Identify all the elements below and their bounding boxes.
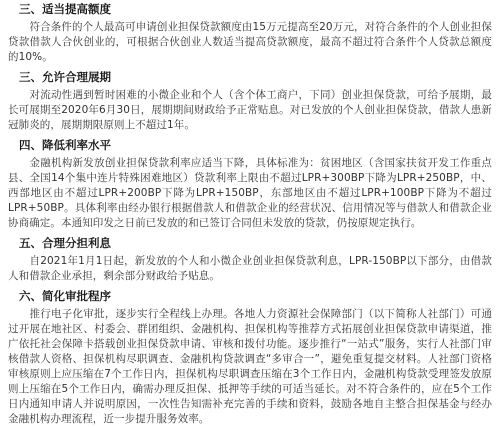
section-5-paragraph: 自2021年1月1日起，新发放的个人和小微企业创业担保贷款利息，LPR-150BP以下部分，由借款人和借款企业承担，剩余部分财政给予贴息。 <box>8 255 492 282</box>
section-6-paragraph: 推行电子化审批，逐步实行全程线上办理。各地人力资源社会保障部门（以下简称人社部门）可通过开展在地社区、村委会、群团组织、金融机构、担保机构等推荐方式拓展创业担保贷款申请渠道，推广依托社会保障卡搭载创业担保贷款申请、审核和拨付功能。逐步推行“一站式”服务，实行人社部门审核借款人资格、担保机构尽职调查、金融机构贷款调查“多审合一”，避免重复提交材料。人社部门资格审核原则上应压缩在7个工作日内，担保机构尽职调查压缩在3个工作日内，金融机构贷款受理签发放原则上压缩在5个工作日内，确需办理反担保、抵押等手续的可适当延长。对不符合条件的，应在5个工作日内通知申请人并说明原因，一次性告知需补充完善的手续和资料，鼓励各地自主整合担保基金与经办金融机构办理流程，近一步提升服务效率。 <box>8 308 492 425</box>
section-3b-title: 三、允许合理展期 <box>19 70 111 84</box>
section-4-paragraph: 金融机构新发放创业担保贷款利率应适当下降，具体标准为：贫困地区（含国家扶贫开发工作重点县、全国14个集中连片特殊困难地区）贷款利率上限由不超过LPR+300BP下降为LPR+250BP，中、西部地区由不超过LPR+200BP下降为LPR+150BP，东部地区由不超过LPR+100BP下降为不超过LPR+50BP。具体利率由经办银行根据借款人和借款企业的经营状况、信用情况等与借款人和借款企业协商确定。本通知印发之日前已发放的和已签订合同但未发放的贷款，仍按原规定执行。 <box>8 157 492 229</box>
section-3b-paragraph: 对流动性遇到暂时困难的小微企业和个人（含个体工商户，下同）创业担保贷款，可给予展期，最长可展期至2020年6月30日，展期期间财政给予正常贴息。对已发放的个人创业担保贷款，借款人患新冠肺炎的，展期期限原则上不超过1年。 <box>8 89 492 131</box>
section-4-title: 四、降低利率水平 <box>19 138 111 152</box>
section-5-title: 五、合理分担利息 <box>19 236 111 250</box>
section-3-paragraph: 符合条件的个人最高可申请创业担保贷款额度由15万元提高至20万元，对符合条件的个人创业担保贷款借款人合伙创业的，可根据合伙创业人数适当提高贷款额度，最高不超过符合条件个人贷款总额度的10%。 <box>8 21 492 63</box>
section-6-title: 六、简化审批程序 <box>19 289 111 303</box>
section-3-title: 三、适当提高额度 <box>19 2 111 16</box>
